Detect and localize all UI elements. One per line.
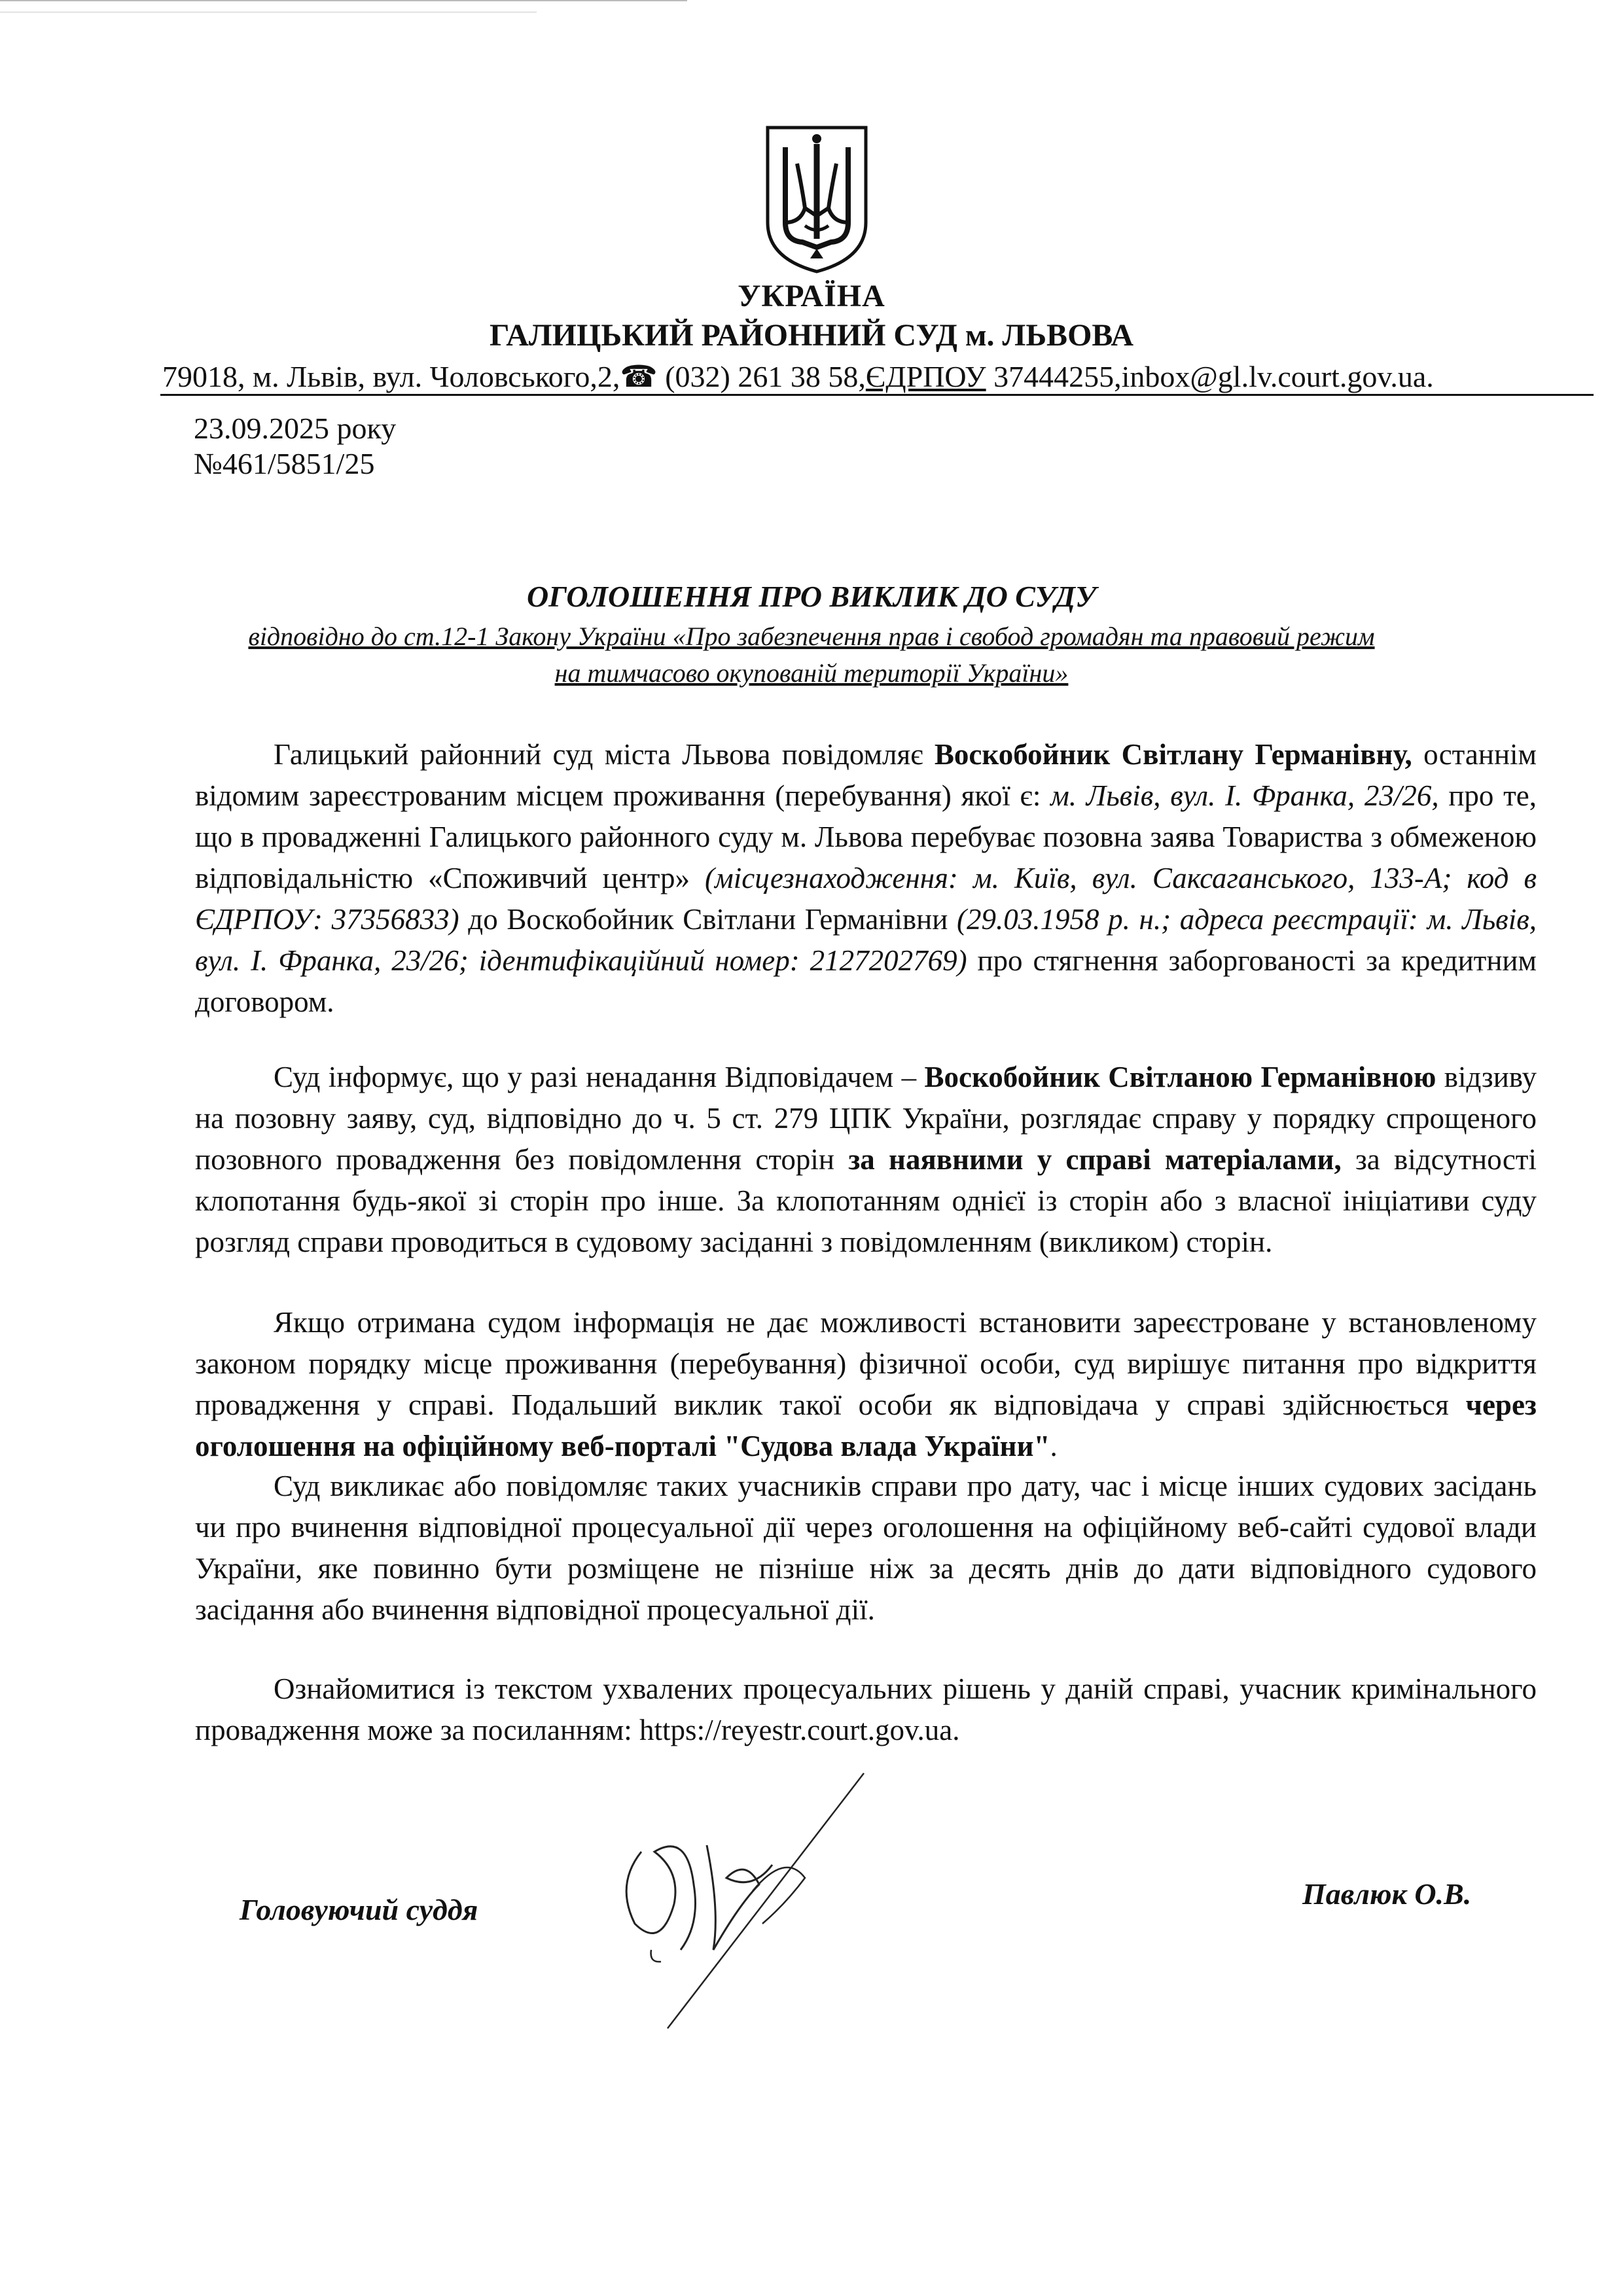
text-run: до Воскобойник Світлани Германівни	[459, 903, 957, 936]
respondent-name: Воскобойник Світлану Германівну,	[934, 738, 1412, 771]
emphasis-text: за наявними у справі матеріалами,	[848, 1143, 1342, 1176]
text-run: відзиву на позовну заяву, суд, відповідно до ч. 5 ст. 279 ЦПК України, розглядає справу у порядку спрощеного позовного провадження без повідомлення сторін	[195, 1061, 1537, 1176]
paragraph-text: Суд викликає або повідомляє таких учасників справи про дату, час і місце інших судових засідань чи про вчинення відповідної процесуальної дії через оголошення на офіційному веб-сайті судової влади України, яке повинно бути розміщене не пізніше ніж за десять днів до дати відповідного судового засідання або вчинення відповідної процесуальної дії.	[195, 1470, 1537, 1626]
text-run: Якщо отримана судом інформація не дає можливості встановити зареєстроване у встановленому законом порядку місце проживання (перебування) фізичної особи, суд вирішує питання про відкриття провадження у справі. Подальший виклик такої особи як відповідача у справі здійснюється	[195, 1306, 1537, 1421]
text-run: Суд інформує, що у разі ненадання Відповідачем –	[274, 1061, 925, 1093]
text-run: про те, що в провадженні Галицького районного суду м. Львова перебуває позовна заява Товариства з обмеженою відповідальністю «Споживчий центр»	[195, 779, 1537, 894]
text-run: Ознайомитися із текстом ухвалених процесуальних рішень у даній справі, учасник кримінального провадження може за посиланням:	[195, 1672, 1537, 1746]
text-run: за відсутності клопотання будь-якої зі сторін про інше. За клопотанням однієї із сторін або з власної ініціативи суду розгляд справи проводиться в судовому засіданні з повідомленням (викликом) сторін.	[195, 1143, 1537, 1258]
respondent-address: м. Львів, вул. І. Франка, 23/26,	[1050, 779, 1439, 812]
edrpou-label: ЄДРПОУ	[865, 360, 986, 393]
address-text: 79018, м. Львів, вул. Чоловського,2,	[162, 360, 620, 393]
telephone-icon: ☎	[620, 360, 658, 393]
notice-title: ОГОЛОШЕННЯ ПРО ВИКЛИК ДО СУДУ	[527, 580, 1096, 613]
emphasis-text: через оголошення на офіційному веб-порталі "Судова влада України"	[195, 1388, 1537, 1462]
phone-number: (032) 261 38 58,	[665, 360, 866, 393]
signatory-role: Головуючий суддя	[240, 1893, 478, 1926]
paragraph-5	[195, 1669, 1537, 1751]
text-run: .	[1050, 1430, 1058, 1462]
paragraph-2	[195, 1057, 1537, 1263]
coat-of-arms-icon	[764, 124, 869, 275]
notice-subtitle-line: відповідно до ст.12-1 Закону України «Про забезпечення прав і свобод громадян та правовий режим	[248, 622, 1375, 651]
edrpou-email: 37444255,inbox@gl.lv.court.gov.ua.	[993, 360, 1434, 393]
country-heading: УКРАЇНА	[738, 279, 885, 313]
paragraph-3	[195, 1302, 1537, 1467]
registry-link[interactable]: https://reyestr.court.gov.ua	[639, 1714, 953, 1746]
signatory-name: Павлюк О.В.	[1302, 1877, 1472, 1911]
scan-edge-line	[0, 0, 687, 1]
notice-subtitle	[196, 618, 1427, 692]
respondent-name: Воскобойник Світланою Германівною	[924, 1061, 1436, 1093]
paragraph-1	[195, 734, 1537, 1023]
court-name-heading: ГАЛИЦЬКИЙ РАЙОННИЙ СУД м. ЛЬВОВА	[489, 318, 1134, 353]
header-divider	[160, 394, 1594, 396]
text-run: Галицький районний суд міста Львова повідомляє	[274, 738, 935, 771]
paragraph-4	[195, 1466, 1537, 1631]
plaintiff-details: (місцезнаходження: м. Київ, вул. Саксаганського, 133-А; код в ЄДРПОУ: 37356833)	[195, 862, 1537, 936]
text-run: .	[952, 1714, 960, 1746]
handwritten-signature	[589, 1754, 903, 2055]
text-run: останнім відомим зареєстрованим місцем проживання (перебування) якої є:	[195, 738, 1537, 812]
case-number: №461/5851/25	[194, 447, 375, 480]
respondent-details: (29.03.1958 р. н.; адреса реєстрації: м. Львів, вул. І. Франка, 23/26; ідентифікаційний номер: 2127202769)	[195, 903, 1537, 977]
document-date: 23.09.2025 року	[194, 412, 397, 445]
text-run: про стягнення заборгованості за кредитним договором.	[195, 944, 1537, 1018]
notice-subtitle-line: на тимчасово окупованій території України»	[554, 658, 1069, 688]
court-address-line	[162, 359, 1576, 394]
